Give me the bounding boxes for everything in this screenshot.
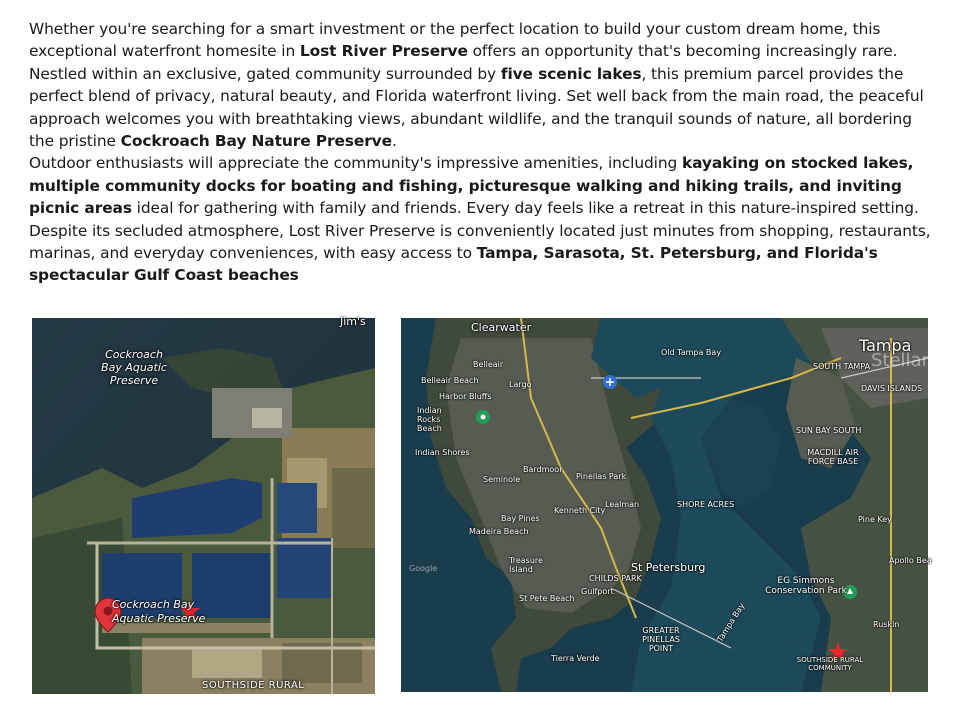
gulfport-label: Gulfport (581, 587, 614, 596)
body-text: Outdoor enthusiasts will appreciate the community's impressive amenities, including (29, 154, 682, 173)
description-paragraph (29, 152, 939, 219)
belleair-label: Belleair (473, 360, 504, 369)
body-text: . (391, 132, 397, 151)
highlighted-text: Cockroach Bay Nature Preserve (120, 132, 392, 151)
body-text: , this premium parcel provides the perfect blend of privacy, natural beauty, and Florida waterfront living. Set well back from the main road, the peaceful approach welcomes you with breathtaking views, abundant wildlife, and the tranquil sounds of nature, all bordering the pristine (29, 64, 924, 151)
macdill-label: MACDILL AIR FORCE BASE (807, 448, 859, 466)
madeira-beach-label: Madeira Beach (469, 527, 529, 536)
corner-label: Jim's (340, 315, 366, 328)
description-paragraph (29, 18, 939, 152)
treasure-island-label: Treasure Island (509, 556, 543, 574)
indian-rocks-label: Indian Rocks Beach (417, 406, 442, 433)
pine-key-label: Pine Key (858, 515, 892, 524)
highlighted-text: kayaking on stocked lakes, multiple community docks for boating and fishing, picturesque walking and hiking trails, and inviting picnic areas (29, 154, 914, 218)
tierra-verde-label: Tierra Verde (551, 654, 600, 663)
southside-label: SOUTHSIDE RURAL (202, 680, 305, 691)
st-pete-beach-label: St Pete Beach (519, 594, 575, 603)
highlighted-text: Lost River Preserve (299, 42, 468, 61)
apollo-beach-label: Apollo Bea (889, 556, 932, 565)
lealman-label: Lealman (605, 500, 640, 509)
preserve-label-top: Cockroach Bay Aquatic Preserve (101, 348, 167, 387)
kenneth-city-label: Kenneth City (554, 506, 606, 515)
eg-simmons-label: EG Simmons Conservation Park (765, 576, 847, 596)
sun-bay-south-label: SUN BAY SOUTH (796, 426, 862, 435)
body-text: offers an opportunity that's becoming increasingly rare. Nestled within an exclusive, gated community surrounded by (29, 42, 898, 83)
old-tampa-bay-label: Old Tampa Bay (661, 348, 722, 357)
satellite-map-tampa-region[interactable] (401, 318, 966, 692)
description-paragraph (29, 220, 939, 287)
harbor-bluffs-label: Harbor Bluffs (439, 392, 492, 401)
davis-islands-label: DAVIS ISLANDS (861, 384, 923, 393)
stellarmls-watermark: StellarMLS (871, 350, 966, 371)
park-icon[interactable] (476, 410, 490, 424)
tampa-bay-label: Tampa Bay (715, 601, 747, 644)
pinellas-park-label: Pinellas Park (576, 472, 627, 481)
highlighted-text: Tampa, Sarasota, St. Petersburg, and Florida's spectacular Gulf Coast beaches (29, 244, 878, 285)
body-text: ideal for gathering with family and friends. Every day feels like a retreat in this nature-inspired setting. (131, 199, 919, 218)
preserve-label-pin: Cockroach Bay Aquatic Preserve (112, 598, 206, 625)
satellite-map-cockroach-bay[interactable] (32, 315, 375, 694)
clearwater-label: Clearwater (471, 321, 532, 334)
tampa-label: Tampa (859, 336, 912, 355)
shore-acres-label: SHORE ACRES (677, 500, 735, 509)
largo-label: Largo (509, 380, 532, 389)
indian-shores-label: Indian Shores (415, 448, 470, 457)
south-tampa-label: SOUTH TAMPA (813, 362, 871, 371)
greater-pinellas-point-label: GREATER PINELLAS POINT (642, 626, 680, 653)
seminole-label: Seminole (483, 475, 521, 484)
airport-icon[interactable] (603, 375, 617, 389)
st-petersburg-label: St Petersburg (631, 561, 706, 574)
body-text: Whether you're searching for a smart investment or the perfect location to build your custom dream home, this exceptional waterfront homesite in (29, 20, 881, 61)
bay-pines-label: Bay Pines (501, 514, 540, 523)
belleair-beach-label: Belleair Beach (421, 376, 479, 385)
southside-rural-label: SOUTHSIDE RURAL COMMUNITY (796, 656, 864, 672)
highlighted-text: five scenic lakes (500, 64, 642, 83)
bardmoor-label: Bardmoor (523, 465, 563, 474)
listing-description (29, 18, 939, 287)
google-watermark: Google (409, 564, 438, 573)
ruskin-label: Ruskin (873, 620, 900, 629)
childs-park-label: CHILDS PARK (589, 574, 642, 583)
body-text: Despite its secluded atmosphere, Lost River Preserve is conveniently located just minutes from shopping, restaurants, marinas, and everyday conveniences, with easy access to (29, 221, 931, 263)
